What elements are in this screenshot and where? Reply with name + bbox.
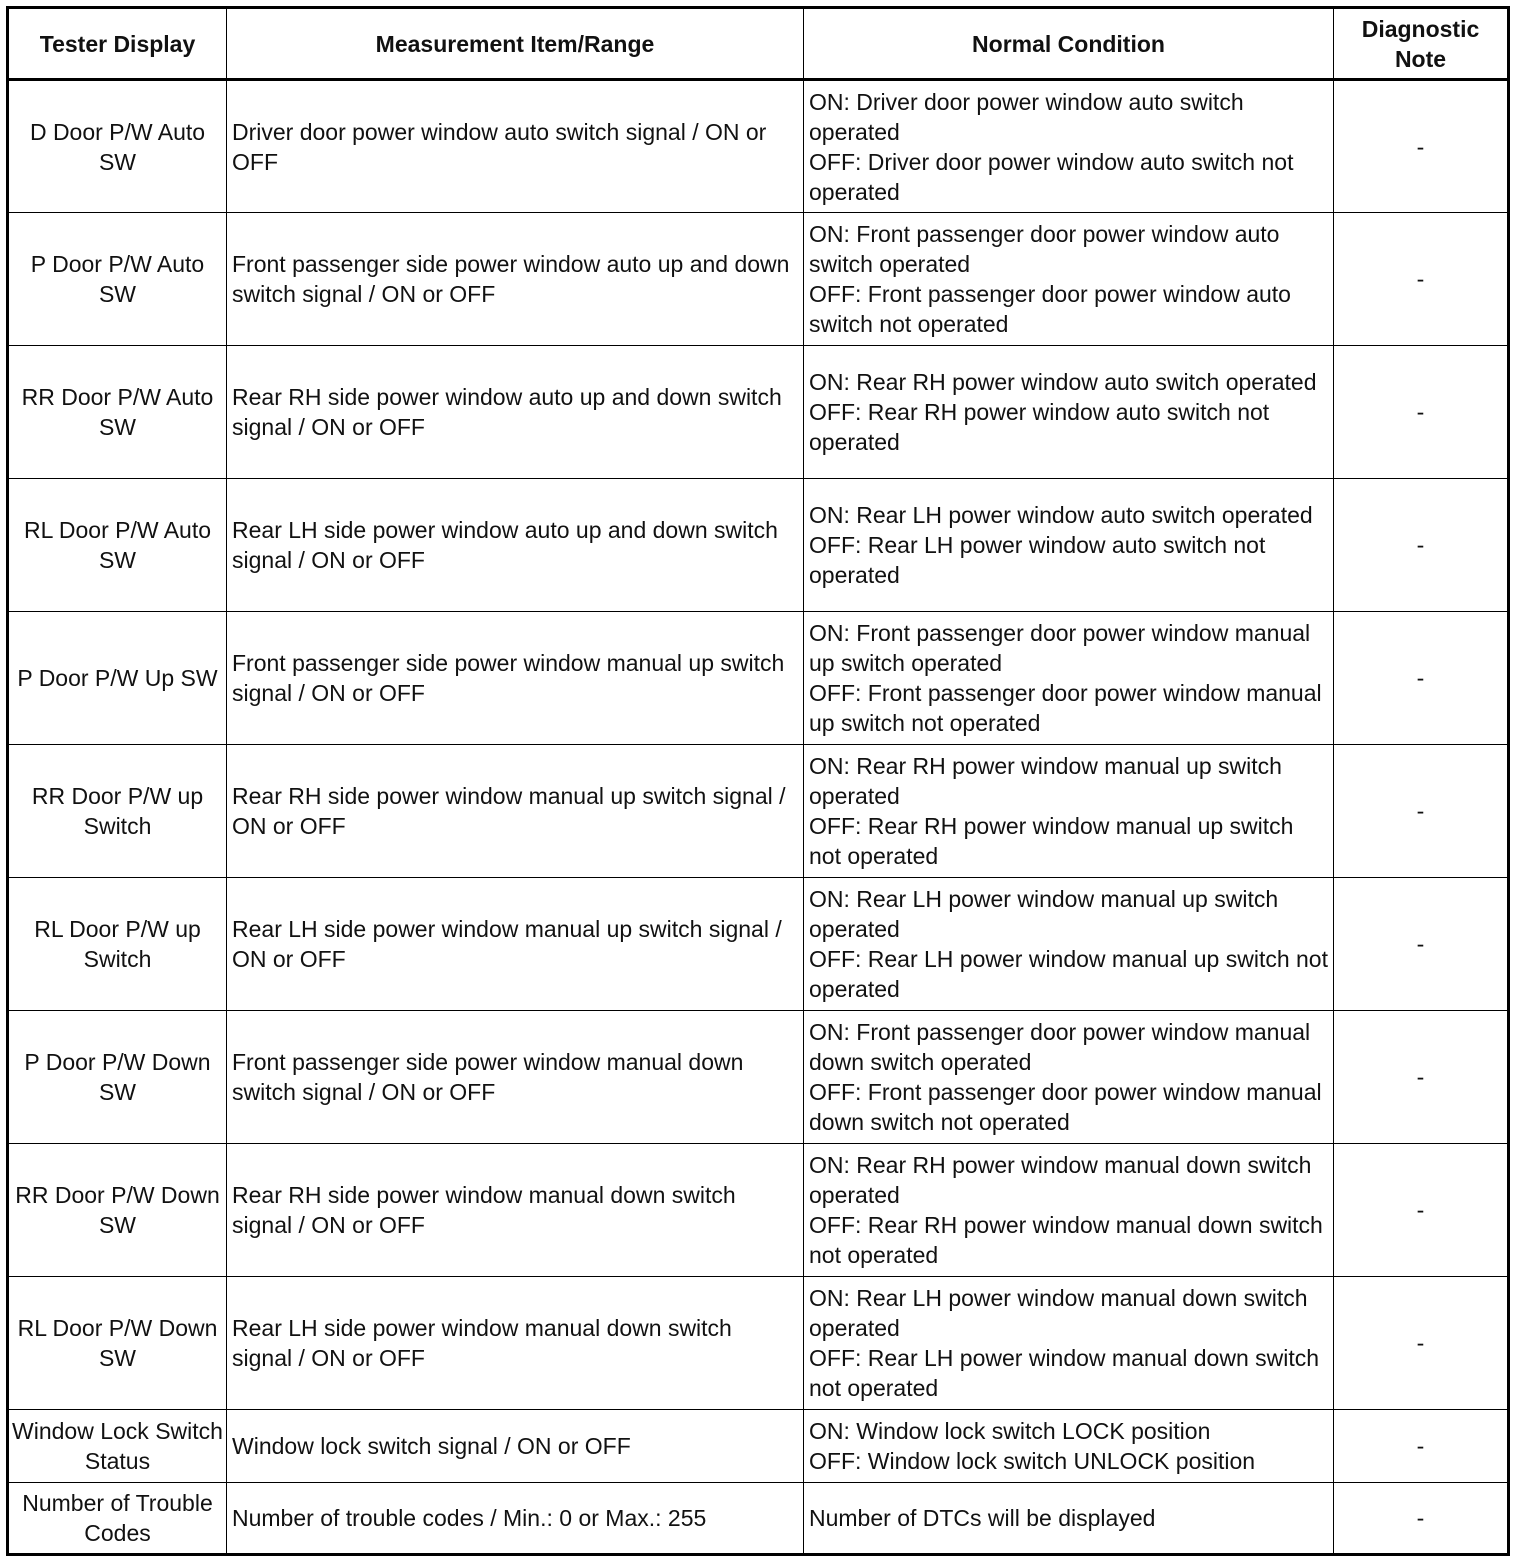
normal-off-text: OFF: Driver door power window auto switch not operated (809, 148, 1294, 205)
table-row (8, 1144, 1509, 1277)
normal-on-text: ON: Rear LH power window manual down switch operated (809, 1285, 1308, 1341)
normal-condition-cell (804, 745, 1334, 878)
normal-on-text: ON: Rear LH power window manual up switch operated (809, 886, 1279, 942)
normal-condition-cell: Number of DTCs will be displayed (804, 1483, 1334, 1555)
normal-off-text: OFF: Window lock switch UNLOCK position (809, 1448, 1256, 1474)
tester-display-cell: RR Door P/W Down SW (8, 1144, 227, 1277)
normal-on-text: ON: Rear RH power window manual down switch operated (809, 1152, 1312, 1208)
normal-condition-cell (804, 1011, 1334, 1144)
table-row (8, 1483, 1509, 1555)
measurement-cell: Rear LH side power window manual up switch signal / ON or OFF (227, 878, 804, 1011)
tester-display-cell: RR Door P/W up Switch (8, 745, 227, 878)
tester-display-cell: RL Door P/W up Switch (8, 878, 227, 1011)
header-tester-display: Tester Display (8, 8, 227, 80)
measurement-cell: Rear RH side power window manual up switch signal / ON or OFF (227, 745, 804, 878)
diagnostic-note-cell: - (1334, 1144, 1509, 1277)
normal-on-text: ON: Front passenger door power window auto switch operated (809, 221, 1280, 277)
table-row (8, 346, 1509, 479)
normal-off-text: OFF: Front passenger door power window auto switch not operated (809, 281, 1291, 337)
measurement-cell: Number of trouble codes / Min.: 0 or Max.: 255 (227, 1483, 804, 1555)
measurement-cell: Rear LH side power window manual down switch signal / ON or OFF (227, 1277, 804, 1410)
diagnostic-note-cell: - (1334, 1410, 1509, 1483)
measurement-cell: Front passenger side power window auto up and down switch signal / ON or OFF (227, 213, 804, 346)
table-row (8, 878, 1509, 1011)
diagnostic-note-cell: - (1334, 213, 1509, 346)
normal-on-text: ON: Rear LH power window auto switch operated (809, 502, 1313, 528)
normal-condition-cell (804, 346, 1334, 479)
tester-display-cell: RR Door P/W Auto SW (8, 346, 227, 479)
table-row (8, 1410, 1509, 1483)
table-row (8, 1011, 1509, 1144)
measurement-cell: Rear RH side power window manual down switch signal / ON or OFF (227, 1144, 804, 1277)
tester-display-cell: RL Door P/W Auto SW (8, 479, 227, 612)
normal-condition-cell (804, 878, 1334, 1011)
normal-off-text: OFF: Rear RH power window manual up switch not operated (809, 813, 1294, 869)
normal-off-text: OFF: Rear RH power window manual down switch not operated (809, 1212, 1323, 1268)
tester-display-cell: P Door P/W Auto SW (8, 213, 227, 346)
measurement-cell: Driver door power window auto switch signal / ON or OFF (227, 80, 804, 213)
normal-condition-cell (804, 612, 1334, 745)
measurement-cell: Rear RH side power window auto up and down switch signal / ON or OFF (227, 346, 804, 479)
normal-on-text: ON: Rear RH power window manual up switch operated (809, 753, 1282, 809)
measurement-cell: Front passenger side power window manual up switch signal / ON or OFF (227, 612, 804, 745)
tester-display-cell: D Door P/W Auto SW (8, 80, 227, 213)
header-row (8, 8, 1509, 80)
tester-display-cell: P Door P/W Up SW (8, 612, 227, 745)
table-row (8, 1277, 1509, 1410)
tester-display-cell: Number of Trouble Codes (8, 1483, 227, 1555)
normal-on-text: ON: Rear RH power window auto switch operated (809, 369, 1317, 395)
diagnostic-note-cell: - (1334, 1011, 1509, 1144)
normal-condition-cell (804, 1144, 1334, 1277)
tester-display-cell: Window Lock Switch Status (8, 1410, 227, 1483)
normal-on-text: ON: Front passenger door power window manual down switch operated (809, 1019, 1311, 1075)
header-normal-condition: Normal Condition (804, 8, 1334, 80)
table-row (8, 745, 1509, 878)
table-row (8, 213, 1509, 346)
diagnostic-note-cell: - (1334, 878, 1509, 1011)
diagnostic-note-cell: - (1334, 1277, 1509, 1410)
normal-off-text: OFF: Front passenger door power window manual down switch not operated (809, 1079, 1322, 1135)
diagnostic-note-cell: - (1334, 1483, 1509, 1555)
normal-off-text: OFF: Front passenger door power window manual up switch not operated (809, 680, 1322, 736)
header-diagnostic-note: Diagnostic Note (1334, 8, 1509, 80)
measurement-cell: Window lock switch signal / ON or OFF (227, 1410, 804, 1483)
measurement-cell: Front passenger side power window manual down switch signal / ON or OFF (227, 1011, 804, 1144)
measurement-cell: Rear LH side power window auto up and down switch signal / ON or OFF (227, 479, 804, 612)
normal-on-text: ON: Driver door power window auto switch operated (809, 88, 1244, 145)
normal-condition-cell (804, 1277, 1334, 1410)
diagnostic-note-cell: - (1334, 612, 1509, 745)
table-row (8, 479, 1509, 612)
normal-off-text: OFF: Rear LH power window manual down switch not operated (809, 1345, 1320, 1401)
diagnostic-note-cell: - (1334, 479, 1509, 612)
normal-condition-cell (804, 1410, 1334, 1483)
tester-display-cell: P Door P/W Down SW (8, 1011, 227, 1144)
normal-off-text: OFF: Rear LH power window auto switch not operated (809, 532, 1266, 588)
normal-on-text: ON: Front passenger door power window manual up switch operated (809, 620, 1311, 676)
table-row (8, 80, 1509, 213)
header-measurement-item: Measurement Item/Range (227, 8, 804, 80)
normal-condition-cell (804, 80, 1334, 213)
normal-on-text: ON: Window lock switch LOCK position (809, 1418, 1211, 1444)
diagnostic-note-cell: - (1334, 346, 1509, 479)
normal-condition-cell (804, 213, 1334, 346)
table-row (8, 612, 1509, 745)
normal-off-text: OFF: Rear RH power window auto switch not operated (809, 399, 1270, 455)
tester-display-table (6, 6, 1510, 1556)
diagnostic-note-cell: - (1334, 745, 1509, 878)
tester-display-cell: RL Door P/W Down SW (8, 1277, 227, 1410)
diagnostic-note-cell: - (1334, 80, 1509, 213)
normal-condition-cell (804, 479, 1334, 612)
normal-off-text: OFF: Rear LH power window manual up switch not operated (809, 946, 1328, 1002)
